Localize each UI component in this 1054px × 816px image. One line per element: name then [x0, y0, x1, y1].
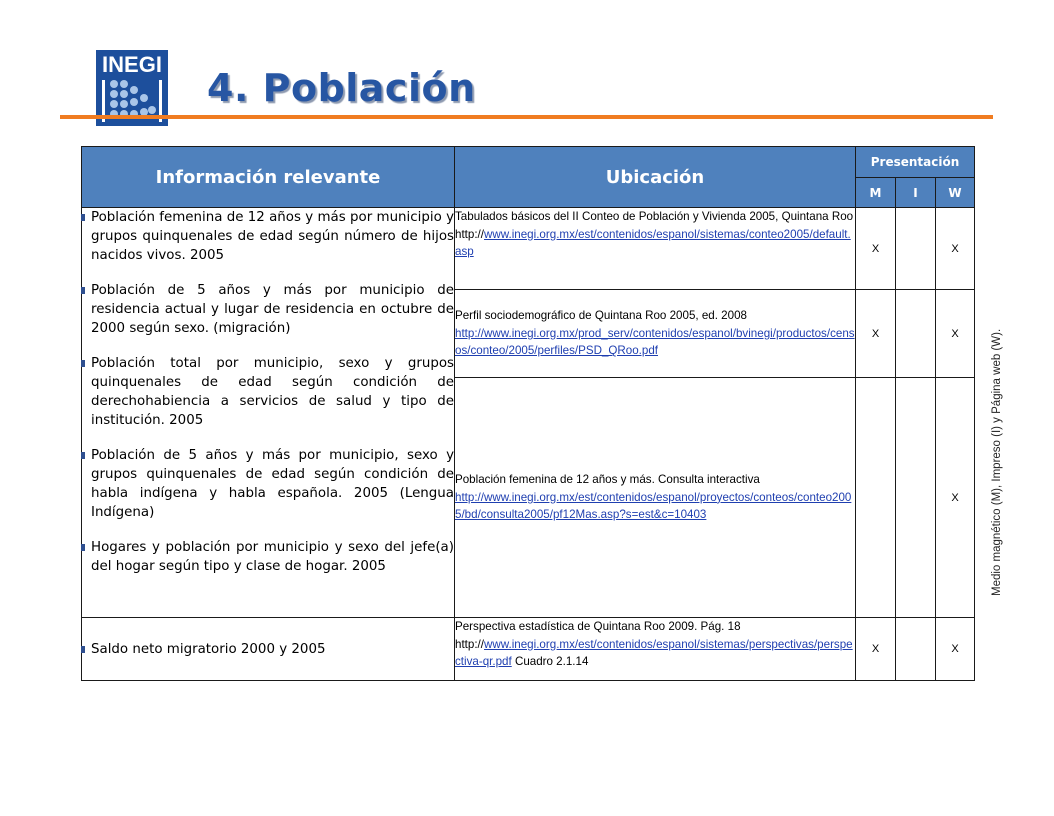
col-header-info: Información relevante	[82, 147, 455, 208]
logo-text: INEGI	[102, 52, 162, 77]
location-cell: Perspectiva estadística de Quintana Roo 2009. Pág. 18 http://www.inegi.org.mx/est/contenidos/espanol/sistemas/perspectivas/perspectiva-qr.pdf Cuadro 2.1.14	[455, 618, 856, 681]
info-item: Saldo neto migratorio 2000 y 2005	[82, 640, 454, 659]
information-table	[81, 146, 975, 681]
mark-i	[896, 378, 936, 618]
location-cell: Perfil sociodemográfico de Quintana Roo 2005, ed. 2008 http://www.inegi.org.mx/prod_serv/contenidos/espanol/bvinegi/productos/censos/conteo/2005/perfiles/PSD_QRoo.pdf	[455, 290, 856, 378]
mark-m: X	[856, 208, 896, 290]
source-link[interactable]: www.inegi.org.mx/est/contenidos/espanol/sistemas/perspectivas/perspectiva-qr.pdf	[455, 637, 853, 668]
col-header-m: M	[856, 178, 896, 208]
mark-w: X	[936, 618, 975, 681]
bullet-icon	[81, 452, 85, 459]
info-item: Hogares y población por municipio y sexo del jefe(a) del hogar según tipo y clase de hogar. 2005	[82, 538, 454, 576]
col-header-w: W	[936, 178, 975, 208]
info-item: Población de 5 años y más por municipio, sexo y grupos quinquenales de edad según condición de habla indígena y habla española. 2005 (Lengua Indígena)	[82, 446, 454, 522]
mark-i	[896, 208, 936, 290]
mark-w: X	[936, 208, 975, 290]
col-header-presentation: Presentación	[856, 147, 975, 178]
col-header-location: Ubicación	[455, 147, 856, 208]
bullet-icon	[81, 214, 85, 221]
mark-i	[896, 618, 936, 681]
mark-w: X	[936, 290, 975, 378]
mark-w: X	[936, 378, 975, 618]
mark-m: X	[856, 290, 896, 378]
bullet-icon	[81, 287, 85, 294]
mark-m	[856, 378, 896, 618]
info-item: Población de 5 años y más por municipio de residencia actual y lugar de residencia en octubre de 2000 según sexo. (migración)	[82, 281, 454, 338]
bullet-icon	[81, 360, 85, 367]
header-divider	[60, 115, 993, 119]
bullet-icon	[81, 646, 85, 653]
mark-i	[896, 290, 936, 378]
source-link[interactable]: http://www.inegi.org.mx/prod_serv/contenidos/espanol/bvinegi/productos/censos/conteo/2005/perfiles/PSD_QRoo.pdf	[455, 326, 855, 358]
info-item: Población femenina de 12 años y más por municipio y grupos quinquenales de edad según número de hijos nacidos vivos. 2005	[82, 208, 454, 265]
presentation-legend-note: Medio magnético (M), Impreso (I) y Página web (W).	[991, 328, 1003, 596]
bullet-icon	[81, 544, 85, 551]
location-cell: Tabulados básicos del II Conteo de Población y Vivienda 2005, Quintana Roo http://www.inegi.org.mx/est/contenidos/espanol/sistemas/conteo2005/default.asp	[455, 208, 856, 290]
info-item: Población total por municipio, sexo y grupos quinquenales de edad según condición de derechohabiencia a servicios de salud y tipo de institución. 2005	[82, 354, 454, 430]
mark-m: X	[856, 618, 896, 681]
source-link[interactable]: www.inegi.org.mx/est/contenidos/espanol/sistemas/conteo2005/default.asp	[455, 227, 851, 258]
source-link[interactable]: http://www.inegi.org.mx/est/contenidos/espanol/proyectos/conteos/conteo2005/bd/consulta2005/pf12Mas.asp?s=est&c=10403	[455, 490, 852, 522]
page-title: 4. Población	[207, 66, 476, 110]
col-header-i: I	[896, 178, 936, 208]
location-cell: Población femenina de 12 años y más. Consulta interactiva http://www.inegi.org.mx/est/contenidos/espanol/proyectos/conteos/conteo2005/bd/consulta2005/pf12Mas.asp?s=est&c=10403	[455, 378, 856, 618]
info-cell-group-2	[82, 618, 455, 681]
info-cell-group-1	[82, 208, 455, 618]
